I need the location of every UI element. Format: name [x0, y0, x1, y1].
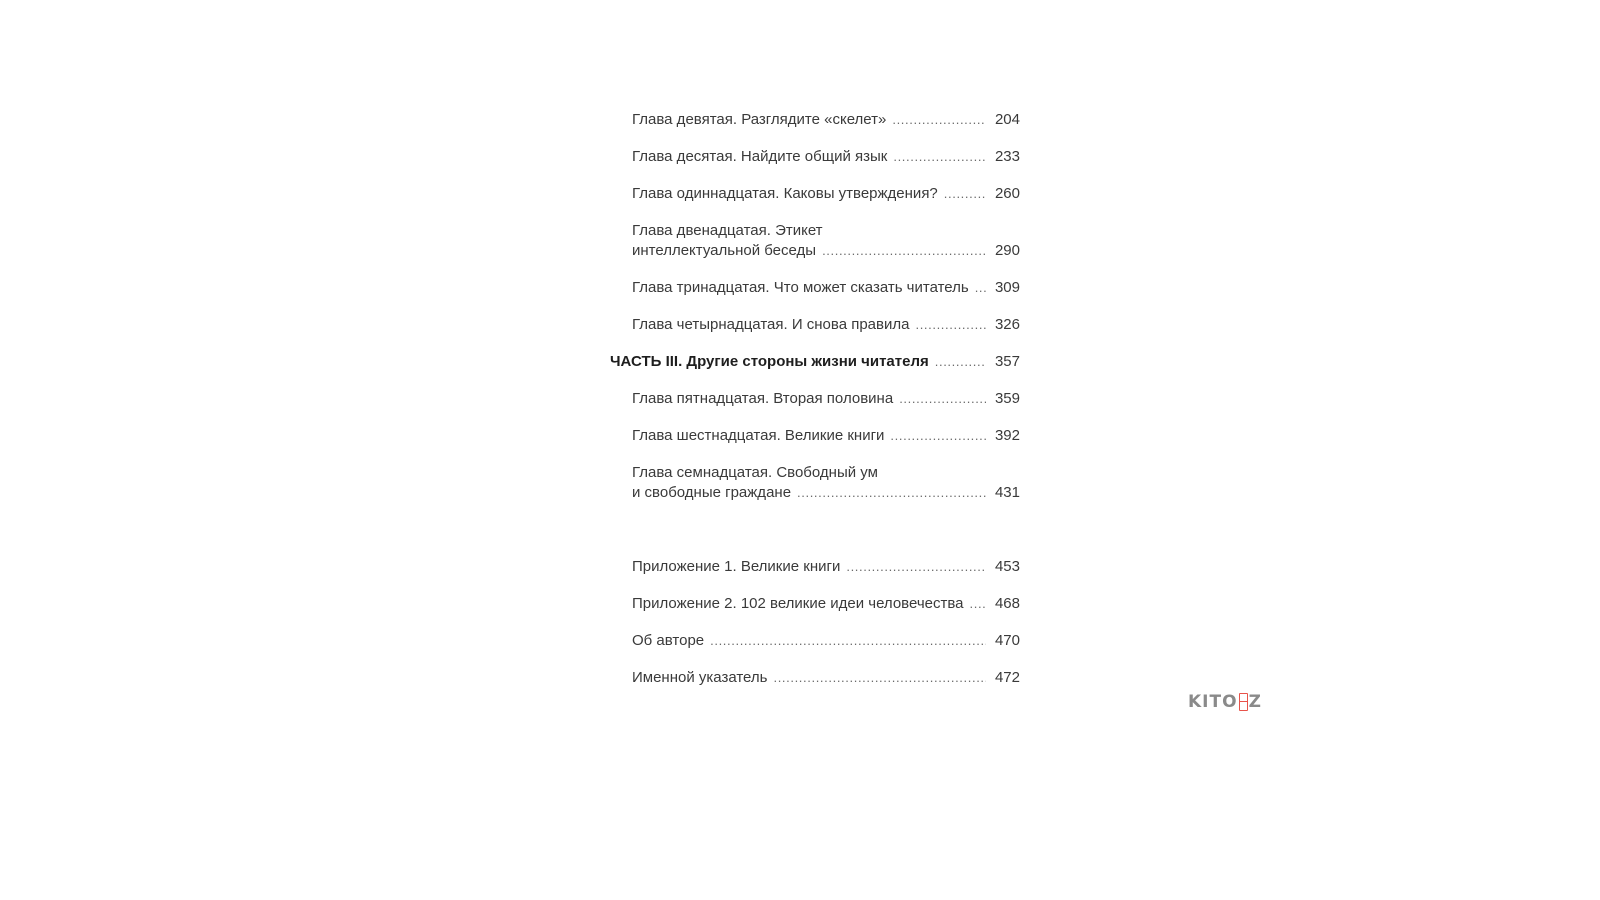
- toc-entry-title: Глава пятнадцатая. Вторая половина: [632, 390, 894, 407]
- toc-entry-title: Приложение 1. Великие книги: [632, 558, 841, 575]
- toc-page-number: 309: [994, 279, 1020, 296]
- toc-part-title: ЧАСТЬ III. Другие стороны жизни читателя: [610, 353, 929, 370]
- toc-entry-title: Об авторе: [632, 632, 705, 649]
- toc-entry-title: Глава двенадцатая. Этикет: [632, 222, 823, 239]
- toc-entry-title: Глава шестнадцатая. Великие книги: [632, 427, 885, 444]
- toc-page-number: 204: [994, 111, 1020, 128]
- dot-leader: [892, 110, 986, 130]
- dot-leader: [797, 483, 986, 503]
- dot-leader: [915, 315, 986, 335]
- dot-leader: [846, 557, 986, 577]
- toc-page-number: 359: [994, 390, 1020, 407]
- kitobz-watermark-logo: [1188, 690, 1262, 714]
- toc-entry-title: Приложение 2. 102 великие идеи человечества: [632, 595, 964, 612]
- toc-entry-chapter-11: [632, 184, 1020, 204]
- dot-leader: [899, 389, 986, 409]
- toc-entry-title: Глава одиннадцатая. Каковы утверждения?: [632, 185, 938, 202]
- dot-leader: [970, 594, 986, 614]
- dot-leader: [710, 631, 986, 651]
- toc-page-number: 357: [994, 353, 1020, 370]
- toc-entry-title-continued: и свободные граждане: [632, 484, 792, 501]
- dot-leader: [773, 668, 986, 688]
- logo-text-start: KITO: [1188, 692, 1238, 712]
- toc-page-number: 233: [994, 148, 1020, 165]
- toc-entry-chapter-17: [632, 463, 1020, 503]
- toc-entry-chapter-15: [632, 389, 1020, 409]
- toc-entry-chapter-9: [632, 110, 1020, 130]
- toc-entry-chapter-12: [632, 221, 1020, 261]
- toc-entry-title: Глава семнадцатая. Свободный ум: [632, 464, 878, 481]
- toc-entry-title: Именной указатель: [632, 669, 768, 686]
- logo-book-icon: [1239, 693, 1248, 711]
- toc-entry-chapter-13: [632, 278, 1020, 298]
- toc-page-number: 470: [994, 632, 1020, 649]
- dot-leader: [975, 278, 986, 298]
- toc-page-number: 290: [994, 242, 1020, 259]
- toc-entry-title-continued: интеллектуальной беседы: [632, 242, 817, 259]
- toc-entry-title: Глава девятая. Разглядите «скелет»: [632, 111, 887, 128]
- toc-entry-title: Глава десятая. Найдите общий язык: [632, 148, 888, 165]
- toc-page-number: 431: [994, 484, 1020, 501]
- dot-leader: [893, 147, 986, 167]
- toc-entry-name-index: [632, 668, 1020, 688]
- toc-entry-part-3: [610, 352, 1020, 372]
- toc-entry-about-author: [632, 631, 1020, 651]
- toc-page-number: 392: [994, 427, 1020, 444]
- toc-entry-title: Глава четырнадцатая. И снова правила: [632, 316, 910, 333]
- toc-entry-chapter-10: [632, 147, 1020, 167]
- toc-page-number: 326: [994, 316, 1020, 333]
- toc-entry-title: Глава тринадцатая. Что может сказать читатель: [632, 279, 969, 296]
- logo-text-end: Z: [1248, 692, 1262, 712]
- dot-leader: [944, 184, 986, 204]
- toc-entry-appendix-1: [632, 557, 1020, 577]
- toc-entry-chapter-16: [632, 426, 1020, 446]
- toc-page-number: 260: [994, 185, 1020, 202]
- dot-leader: [890, 426, 986, 446]
- dot-leader: [935, 352, 986, 372]
- dot-leader: [822, 241, 986, 261]
- toc-entry-appendix-2: [632, 594, 1020, 614]
- toc-page-number: 468: [994, 595, 1020, 612]
- toc-page-number: 472: [994, 669, 1020, 686]
- toc-entry-chapter-14: [632, 315, 1020, 335]
- toc-page-number: 453: [994, 558, 1020, 575]
